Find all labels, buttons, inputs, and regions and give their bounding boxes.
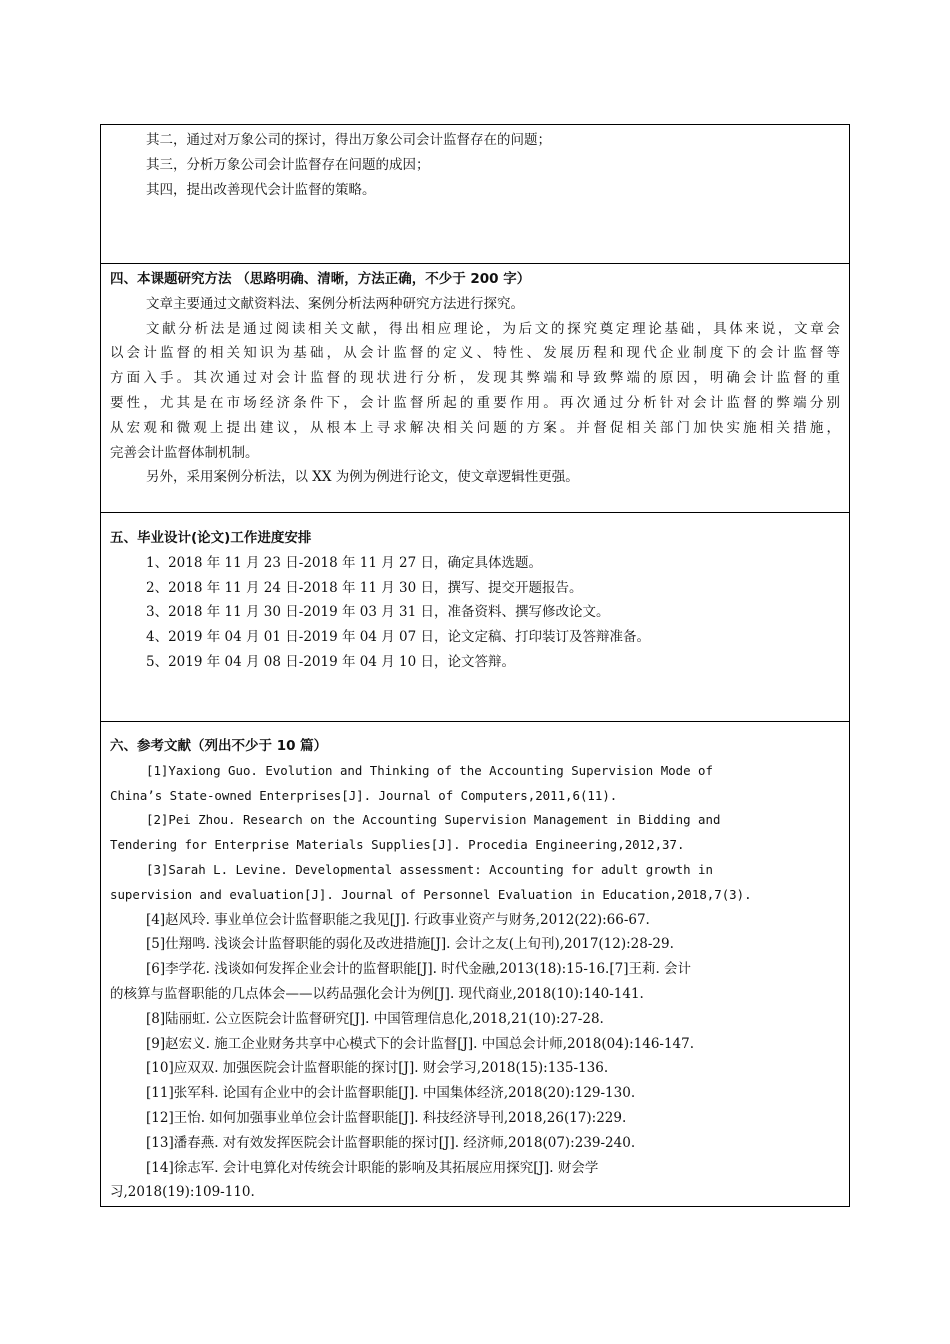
- reference-list: [110, 759, 840, 1205]
- research-method-intro: 文章主要通过文献资料法、案例分析法两种研究方法进行探究。: [146, 295, 524, 312]
- reference-line: [10]应双双. 加强医院会计监督职能的探讨[J]. 财会学习,2018(15):135-136.: [146, 1060, 609, 1077]
- reference-line: 的核算与监督职能的几点体会——以药品强化会计为例[J]. 现代商业,2018(10):140-141.: [110, 985, 644, 1002]
- schedule-item: 1、2018 年 11 月 23 日-2018 年 11 月 27 日，确定具体选题。: [146, 554, 542, 571]
- reference-line: [9]赵宏义. 施工企业财务共享中心模式下的会计监督[J]. 中国总会计师,2018(04):146-147.: [146, 1035, 695, 1052]
- reference-line: [6]李学花. 浅谈如何发挥企业会计的监督职能[J]. 时代金融,2013(18):15-16.[7]王莉. 会计: [146, 961, 692, 978]
- reference-line: [4]赵风玲. 事业单位会计监督职能之我见[J]. 行政事业资产与财务,2012(22):66-67.: [146, 911, 650, 928]
- schedule-item: 5、2019 年 04 月 08 日-2019 年 04 月 10 日，论文答辩。: [146, 653, 515, 670]
- research-method-section: [101, 264, 849, 513]
- proposal-form-table: [100, 124, 850, 1207]
- schedule-item: 4、2019 年 04 月 01 日-2019 年 04 月 07 日，论文定稿、打印装订及答辩准备。: [146, 629, 650, 646]
- reference-line: [1]Yaxiong Guo. Evolution and Thinking of the Accounting Supervision Mode of: [146, 762, 713, 778]
- research-method-paragraph-line: 文献分析法是通过阅读相关文献，得出相应理论，为后文的探究奠定理论基础，具体来说，文章会: [146, 320, 840, 337]
- reference-line: [13]潘春燕. 对有效发挥医院会计监督职能的探讨[J]. 经济师,2018(07):239-240.: [146, 1134, 636, 1151]
- reference-line: [5]仕翔鸣. 浅谈会计监督职能的弱化及改进措施[J]. 会计之友(上旬刊),2017(12):28-29.: [146, 936, 674, 953]
- reference-line: Tendering for Enterprise Materials Supplies[J]. Procedia Engineering,2012,37.: [110, 837, 685, 853]
- schedule-item: 3、2018 年 11 月 30 日-2019 年 03 月 31 日，准备资料、撰写修改论文。: [146, 604, 610, 621]
- reference-line: [14]徐志军. 会计电算化对传统会计职能的影响及其拓展应用探究[J]. 财会学: [146, 1159, 599, 1176]
- content-point-4: 其四，提出改善现代会计监督的策略。: [146, 181, 376, 198]
- schedule-item: 2、2018 年 11 月 24 日-2018 年 11 月 30 日，撰写、提交开题报告。: [146, 579, 583, 596]
- research-method-closing: 另外，采用案例分析法，以 XX 为例为例进行论文，使文章逻辑性更强。: [146, 469, 579, 486]
- research-content-section: [101, 125, 849, 264]
- references-section: [101, 722, 849, 1206]
- content-point-3: 其三，分析万象公司会计监督存在问题的成因；: [146, 156, 430, 173]
- research-method-paragraph-line: 要性，尤其是在市场经济条件下，会计监督所起的重要作用。再次通过分析针对会计监督的弊端分别: [110, 394, 840, 411]
- reference-line: [3]Sarah L. Levine. Developmental assessment: Accounting for adult growth in: [146, 861, 713, 877]
- reference-line: [2]Pei Zhou. Research on the Accounting Supervision Management in Bidding and: [146, 812, 721, 828]
- reference-line: [8]陆丽虹. 公立医院会计监督研究[J]. 中国管理信息化,2018,21(10):27-28.: [146, 1010, 604, 1027]
- schedule-heading: 五、毕业设计(论文)工作进度安排: [110, 530, 312, 546]
- reference-line: 习,2018(19):109-110.: [110, 1184, 255, 1201]
- research-method-paragraph-line: 以会计监督的相关知识为基础，从会计监督的定义、特性、发展历程和现代企业制度下的会计监督等: [110, 345, 840, 362]
- references-heading: 六、参考文献（列出不少于 10 篇）: [110, 738, 328, 754]
- reference-line: [12]王怡. 如何加强事业单位会计监督职能[J]. 科技经济导刊,2018,26(17):229.: [146, 1109, 627, 1126]
- reference-line: supervision and evaluation[J]. Journal of Personnel Evaluation in Education,2018,7(3).: [110, 886, 752, 902]
- schedule-section: [101, 513, 849, 722]
- reference-line: China’s State-owned Enterprises[J]. Journal of Computers,2011,6(11).: [110, 787, 618, 803]
- research-method-paragraph-line: 方面入手。其次通过对会计监督的现状进行分析，发现其弊端和导致弊端的原因，明确会计监督的重: [110, 370, 840, 387]
- content-point-2: 其二，通过对万象公司的探讨，得出万象公司会计监督存在的问题；: [146, 132, 551, 148]
- research-method-paragraph-line: 从宏观和微观上提出建议，从根本上寻求解决相关问题的方案。并督促相关部门加快实施相关措施，: [110, 419, 840, 436]
- research-method-paragraph-line: 完善会计监督体制机制。: [110, 444, 259, 461]
- research-method-heading: 四、本课题研究方法 （思路明确、清晰，方法正确，不少于 200 字）: [110, 271, 531, 287]
- reference-line: [11]张军科. 论国有企业中的会计监督职能[J]. 中国集体经济,2018(20):129-130.: [146, 1085, 636, 1102]
